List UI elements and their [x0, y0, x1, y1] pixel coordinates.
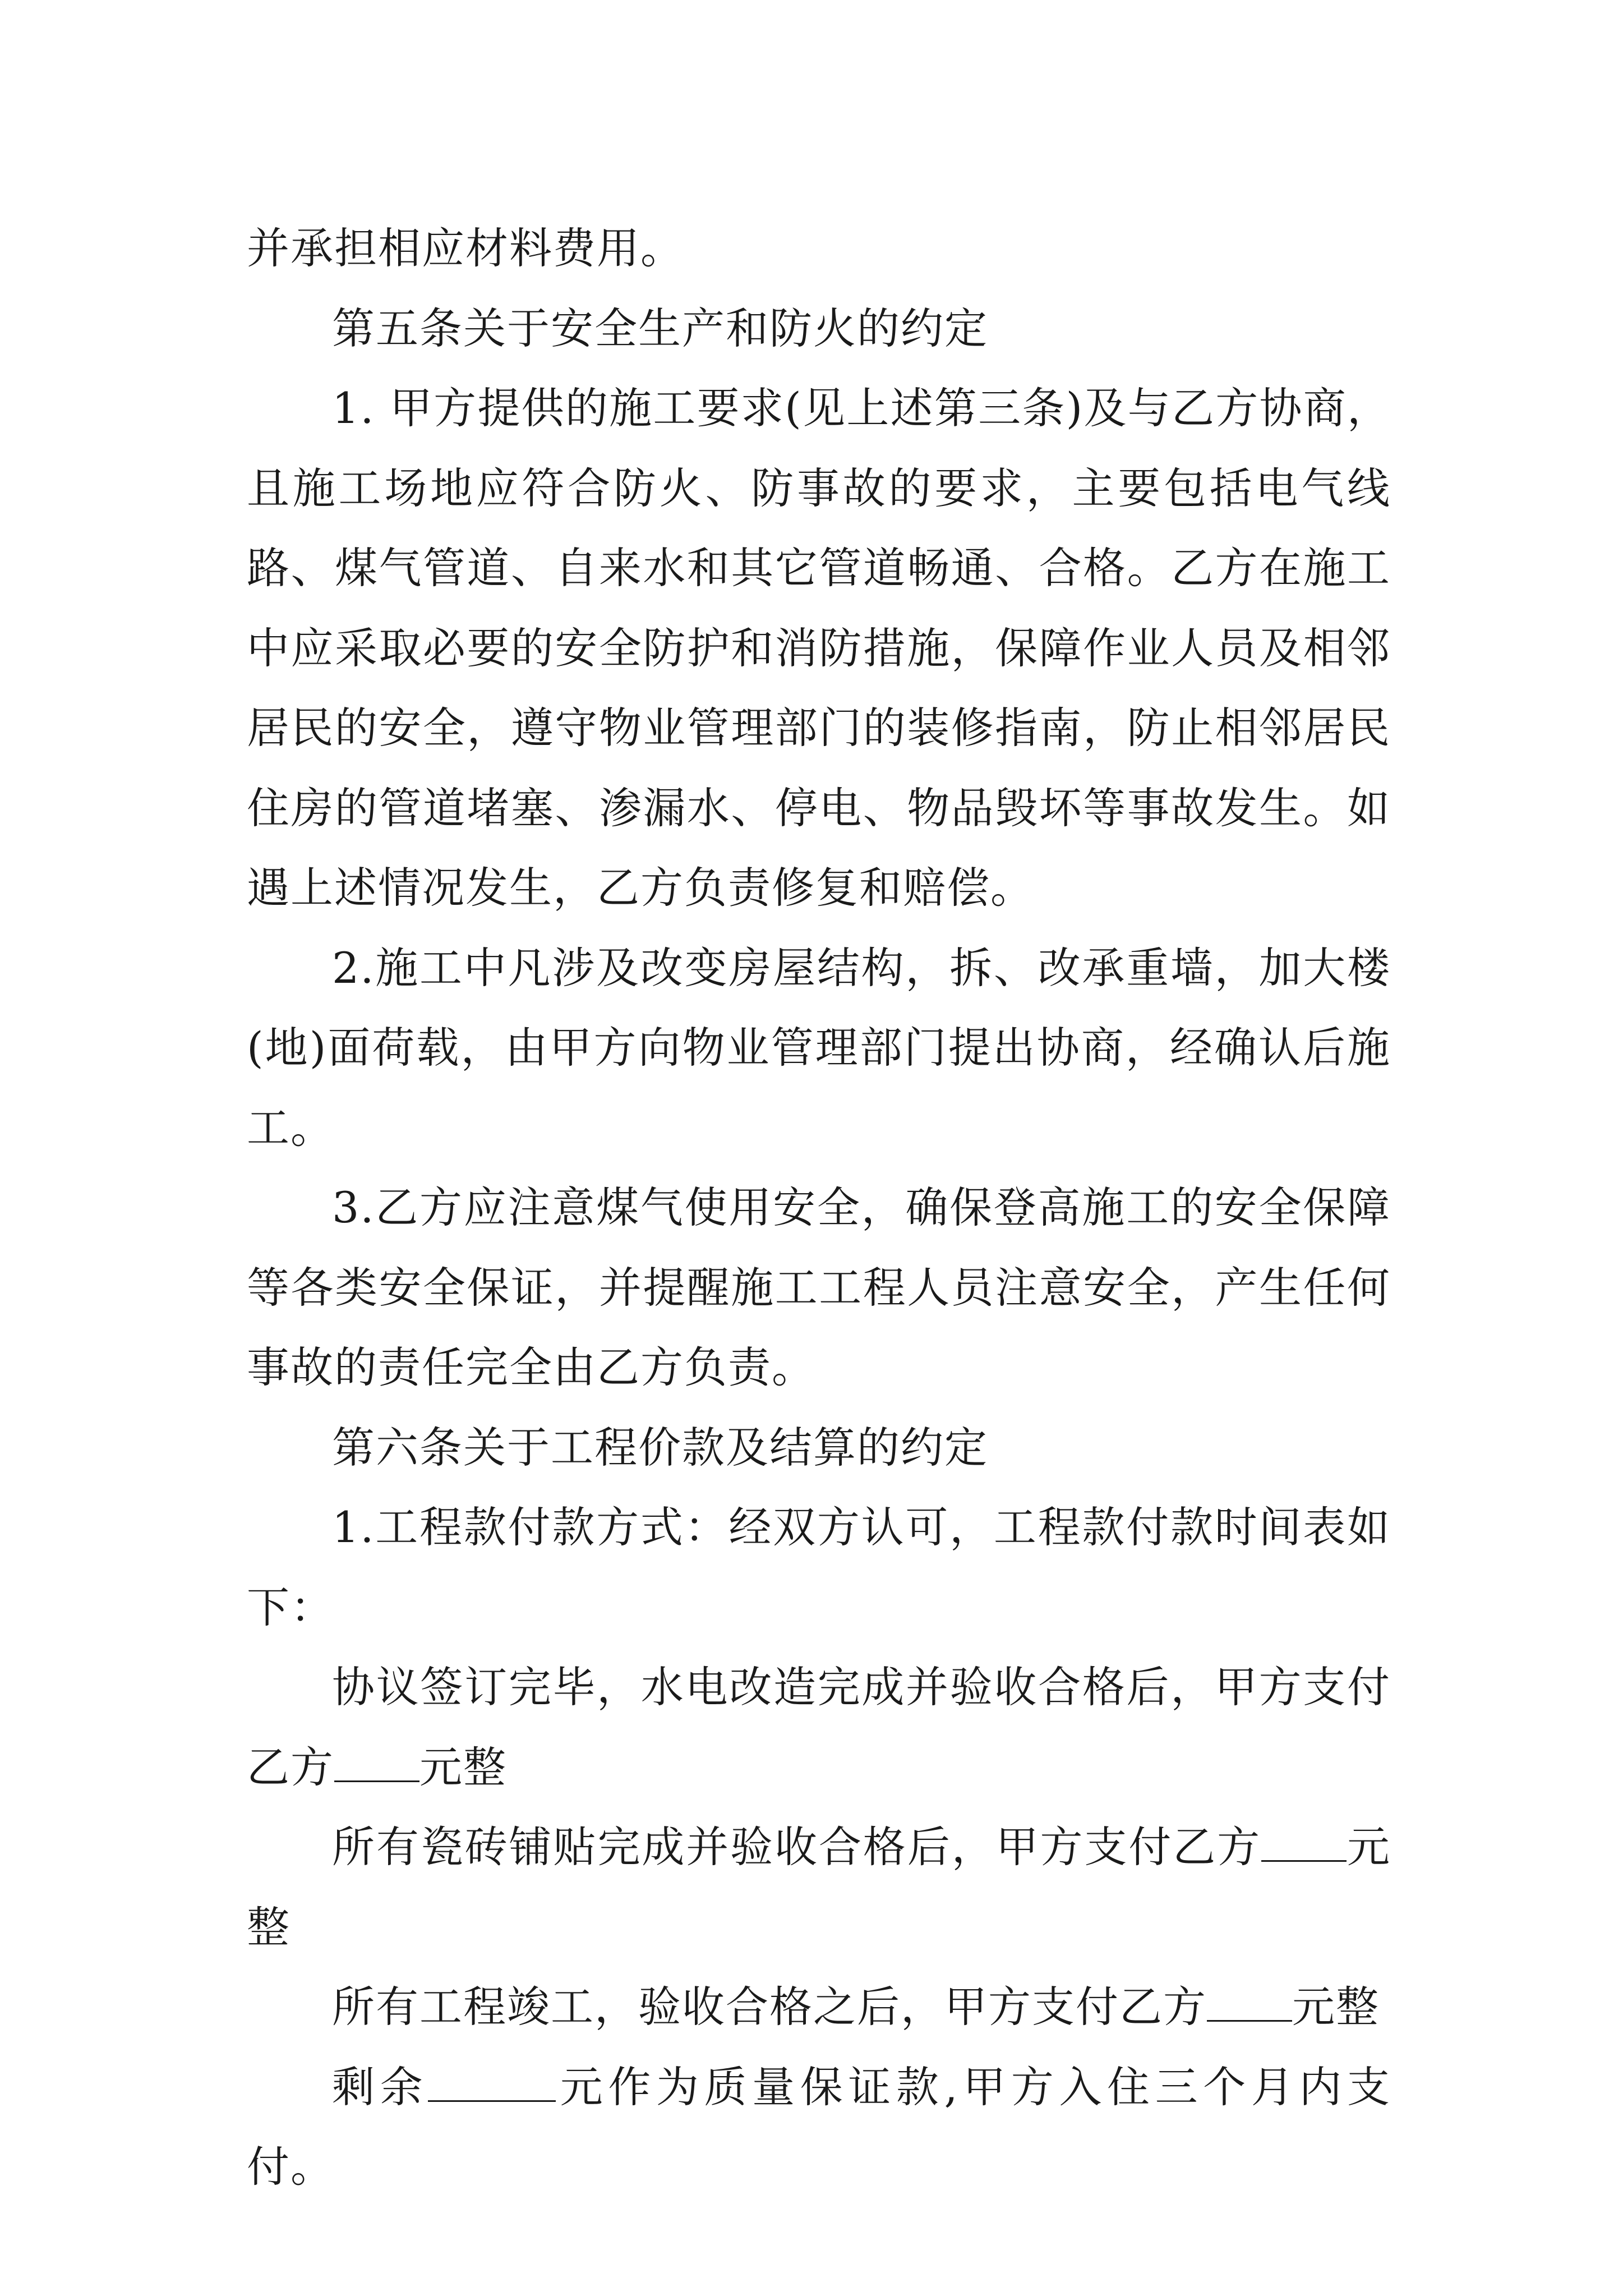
payment-item-2: [247, 1807, 1391, 1967]
payment-item-1: [247, 1648, 1391, 1807]
payment-item-2-text: 所有瓷砖铺贴完成并验收合格后，甲方支付乙方: [332, 1822, 1262, 1872]
payment-item-4-unit: 元作为质量保证款,甲方入住三个月内支付。: [247, 2062, 1391, 2192]
paragraph-continuation: 并承担相应材料费用。: [247, 223, 684, 273]
payment-item-3-text: 所有工程竣工，验收合格之后，甲方支付乙方: [332, 1982, 1207, 2032]
amount-blank: [428, 2062, 556, 2101]
amount-blank: [1207, 1982, 1292, 2022]
payment-item-1-unit: 元整: [419, 1742, 507, 1792]
payment-item-1-text: 协议签订完毕，水电改造完成并验收合格后，甲方支付乙方: [247, 1662, 1391, 1792]
article-5-heading: 第五条关于安全生产和防火的约定: [332, 303, 988, 353]
amount-blank: [334, 1742, 419, 1782]
payment-item-3: [247, 1967, 1391, 2047]
article-5-clause-2: 2.施工中凡涉及改变房屋结构，拆、改承重墙，加大楼(地)面荷载，由甲方向物业管理部门提出协商，经确认后施工。: [247, 942, 1391, 1153]
payment-item-2-unit: 元整: [247, 1822, 1391, 1952]
article-5-clause-3: 3.乙方应注意煤气使用安全，确保登高施工的安全保障等各类安全保证，并提醒施工工程人员注意安全，产生任何事故的责任完全由乙方负责。: [247, 1182, 1391, 1392]
payment-item-3-unit: 元整: [1292, 1982, 1380, 2032]
document-body: [247, 209, 1391, 2207]
amount-blank: [1261, 1822, 1347, 1862]
payment-item-4: [247, 2047, 1391, 2207]
article-5-clause-1: 1. 甲方提供的施工要求(见上述第三条)及与乙方协商，且施工场地应符合防火、防事故的要求，主要包括电气线路、煤气管道、自来水和其它管道畅通、合格。乙方在施工中应采取必要的安全防护和消防措施，保障作业人员及相邻居民的安全，遵守物业管理部门的装修指南，防止相邻居民住房的管道堵塞、渗漏水、停电、物品毁坏等事故发生。如遇上述情况发生，乙方负责修复和赔偿。: [247, 383, 1391, 913]
article-6-clause-1: 1.工程款付款方式：经双方认可，工程款付款时间表如下：: [247, 1502, 1391, 1632]
article-6-heading: 第六条关于工程价款及结算的约定: [332, 1422, 988, 1473]
payment-item-4-text: 剩余: [332, 2062, 428, 2112]
